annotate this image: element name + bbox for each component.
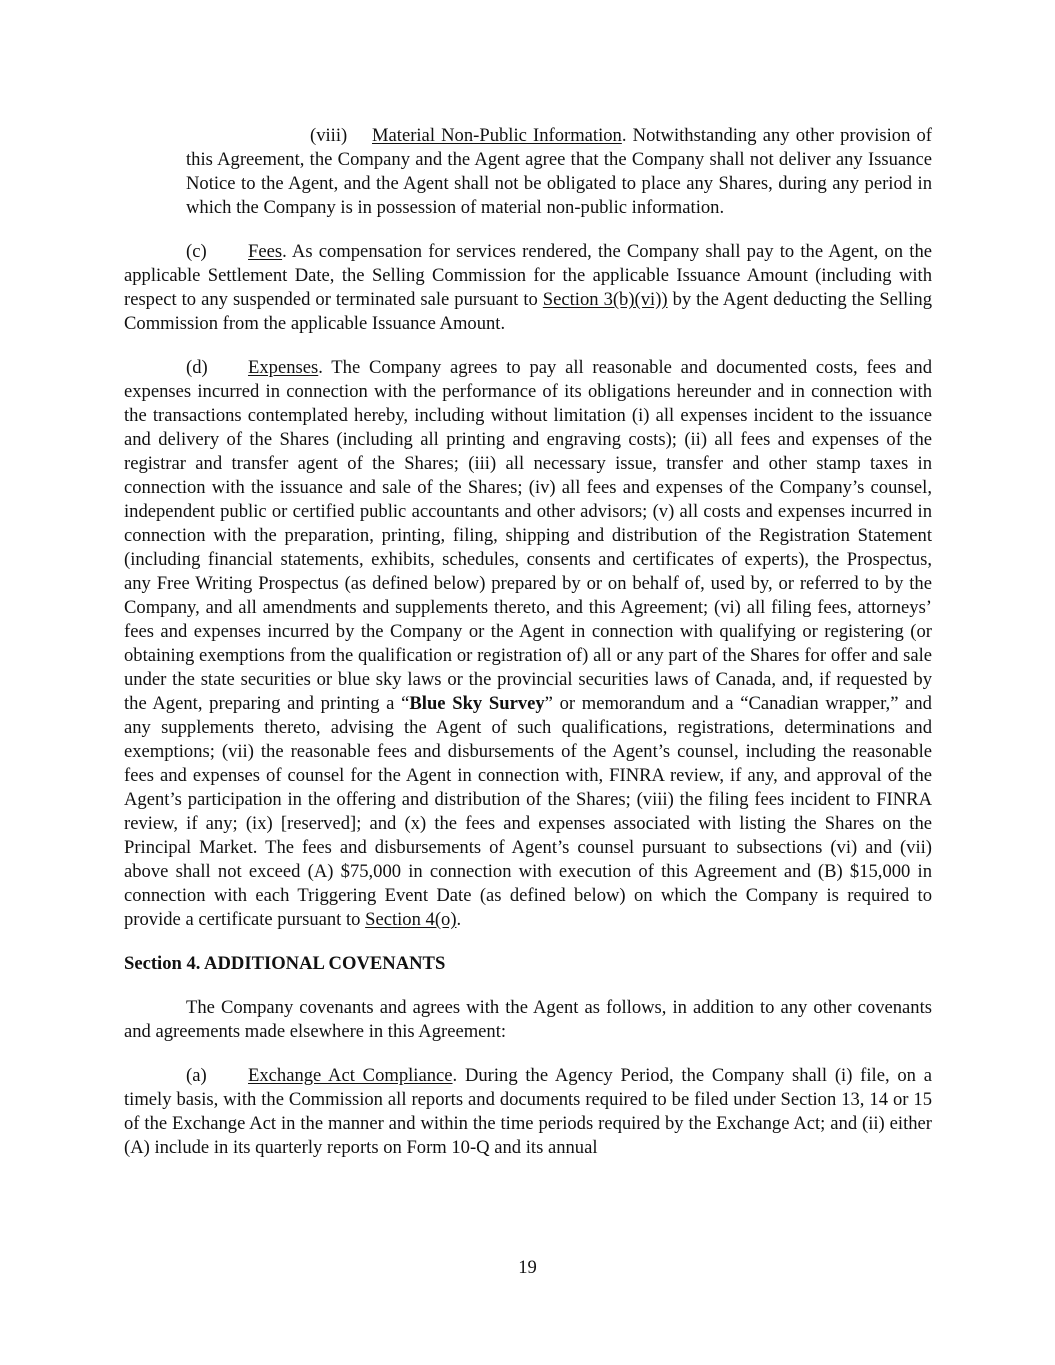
clause-label: (a) (186, 1065, 207, 1086)
clause-title: Expenses (248, 357, 319, 378)
clause-text: As compensation for services rendered, the Company shall pay to the Agent, on the applicable Settlement Date, the Selling Commission for the applicable Issuance Amount (including with respect to any suspended or terminated sale pursuant to (124, 241, 932, 310)
section-reference: Section 3(b)(vi)) (542, 289, 668, 310)
section-reference: Section 4(o) (365, 909, 457, 930)
clause-text: Notwithstanding any other provision of this Agreement, the Company and the Agent agree that the Company shall not deliver any Issuance Notice to the Agent, and the Agent shall not be obligated to place any Shares, during any period in which the Company is in possession of material non-public information. (186, 125, 933, 218)
page-number: 19 (518, 1257, 537, 1278)
clause-title: Material Non-Public Information (372, 125, 622, 146)
clause-title: Fees (248, 241, 283, 262)
section-intro (124, 996, 932, 1044)
defined-term: Blue Sky Survey (409, 693, 545, 714)
page-body (124, 124, 932, 1160)
clause-number: (viii) (310, 125, 348, 146)
clause-text: by the Agent deducting the Selling Commission from the applicable Issuance Amount. (124, 289, 933, 334)
section-heading: Section 4. ADDITIONAL COVENANTS (124, 953, 446, 974)
clause-label: (d) (186, 357, 208, 378)
paragraph-b-viii: (viii) Material Non-Public Information. Notwithstanding any other provision of this Agreement, the Company and the Agent agree that the Company shall not deliver any Issuance Notice to the Agent, and the Agent shall not be obligated to place any Shares, during any period in which the Company is in possession of material non-public information. (186, 125, 933, 218)
clause-text: ” or memorandum and a “Canadian wrapper,” and any supplements thereto, advising the Agent of such qualifications, registrations, determinations and exemptions; (vii) the reasonable fees and disbursements of the Agent’s counsel, including the reasonable fees and expenses of counsel for the Agent in connection with, FINRA review, if any, and approval of the Agent’s participation in the offering and distribution of the Shares; (viii) the filing fees incident to FINRA review, if any; (ix) [reserved]; and (x) the fees and expenses associated with listing the Shares on the Principal Market. The fees and disbursements of Agent’s counsel pursuant to subsections (vi) and (vii) above shall not exceed (A) $75,000 in connection with execution of this Agreement and (B) $15,000 in connection with each Triggering Event Date (as defined below) on which the Company is required to provide a certificate pursuant to (124, 693, 932, 930)
clause-text: . (456, 909, 462, 930)
paragraph-c-fees: (c) Fees. As compensation for services rendered, the Company shall pay to the Agent, on the applicable Settlement Date, the Selling Commission for the applicable Issuance Amount (including with respect to any suspended or terminated sale pursuant to Section 3(b)(vi)) by the Agent deducting the Selling Commission from the applicable Issuance Amount. (124, 241, 933, 334)
paragraph-d-expenses: (d) Expenses. The Company agrees to pay all reasonable and documented costs, fees and expenses incurred in connection with the performance of its obligations hereunder and in connection with the transactions contemplated hereby, including without limitation (i) all expenses incident to the issuance and delivery of the Shares (including all printing and engraving costs); (ii) all fees and expenses of the registrar and transfer agent of the Shares; (iii) all necessary issue, transfer and other stamp taxes in connection with the issuance and sale of the Shares; (iv) all fees and expenses of the Company’s counsel, independent public or certified public accountants and other advisors; (v) all costs and expenses incurred in connection with the preparation, printing, filing, shipping and distribution of the Registration Statement (including financial statements, exhibits, schedules, consents and certificates of experts), the Prospectus, any Free Writing Prospectus (as defined below) prepared by or on behalf of, used by, or referred to by the Company, and all amendments and supplements thereto, and this Agreement; (vi) all filing fees, attorneys’ fees and expenses incurred by the Company or the Agent in connection with qualifying or registering (or obtaining exemptions from the qualification or registration of) all or any part of the Shares for offer and sale under the state securities or blue sky laws or the provincial securities laws of Canada, and, if requested by the Agent, preparing and printing a “Blue Sky Survey” or memorandum and a “Canadian wrapper,” and any supplements thereto, advising the Agent of such qualifications, registrations, determinations and exemptions; (vii) the reasonable fees and disbursements of the Agent’s counsel, including the reasonable fees and expenses of counsel for the Agent in connection with, FINRA review, if any, and approval of the Agent’s participation in the offering and distribution of the Shares; (viii) the filing fees incident to FINRA review, if any; (ix) [reserved]; and (x) the fees and expenses associated with listing the Shares on the Principal Market. The fees and disbursements of Agent’s counsel pursuant to subsections (vi) and (vii) above shall not exceed (A) $75,000 in connection with execution of this Agreement and (B) $15,000 in connection with each Triggering Event Date (as defined below) on which the Company is required to provide a certificate pursuant to Section 4(o). (124, 357, 932, 930)
clause-title: Exchange Act Compliance (248, 1065, 453, 1086)
clause-text: During the Agency Period, the Company shall (i) file, on a timely basis, with the Commission all reports and documents required to be filed under Section 13, 14 or 15 of the Exchange Act in the manner and within the time periods required by the Exchange Act; and (ii) either (A) include in its quarterly reports on Form 10-Q and its annual (124, 1065, 932, 1158)
paragraph-a-exchange-act: (a) Exchange Act Compliance. During the Agency Period, the Company shall (i) file, on a timely basis, with the Commission all reports and documents required to be filed under Section 13, 14 or 15 of the Exchange Act in the manner and within the time periods required by the Exchange Act; and (ii) either (A) include in its quarterly reports on Form 10-Q and its annual (124, 1065, 932, 1158)
clause-label: (c) (186, 241, 207, 262)
clause-text: The Company agrees to pay all reasonable and documented costs, fees and expenses incurred in connection with the performance of its obligations hereunder and in connection with the transactions contemplated hereby, including without limitation (i) all expenses incident to the issuance and delivery of the Shares (including all printing and engraving costs); (ii) all fees and expenses of the registrar and transfer agent of the Shares; (iii) all necessary issue, transfer and other stamp taxes in connection with the issuance and sale of the Shares; (iv) all fees and expenses of the Company’s counsel, independent public or certified public accountants and other advisors; (v) all costs and expenses incurred in connection with the preparation, printing, filing, shipping and distribution of the Registration Statement (including financial statements, exhibits, schedules, consents and certificates of experts), the Prospectus, any Free Writing Prospectus (as defined below) prepared by or on behalf of, used by, or referred to by the Company, and all amendments and supplements thereto, and this Agreement; (vi) all filing fees, attorneys’ fees and expenses incurred by the Company or the Agent in connection with qualifying or registering (or obtaining exemptions from the qualification or registration of) all or any part of the Shares for offer and sale under the state securities or blue sky laws or the provincial securities laws of Canada, and, if requested by the Agent, preparing and printing a “ (124, 357, 932, 714)
intro-text: The Company covenants and agrees with the Agent as follows, in addition to any other covenants and agreements made elsewhere in this Agreement: (124, 997, 932, 1042)
